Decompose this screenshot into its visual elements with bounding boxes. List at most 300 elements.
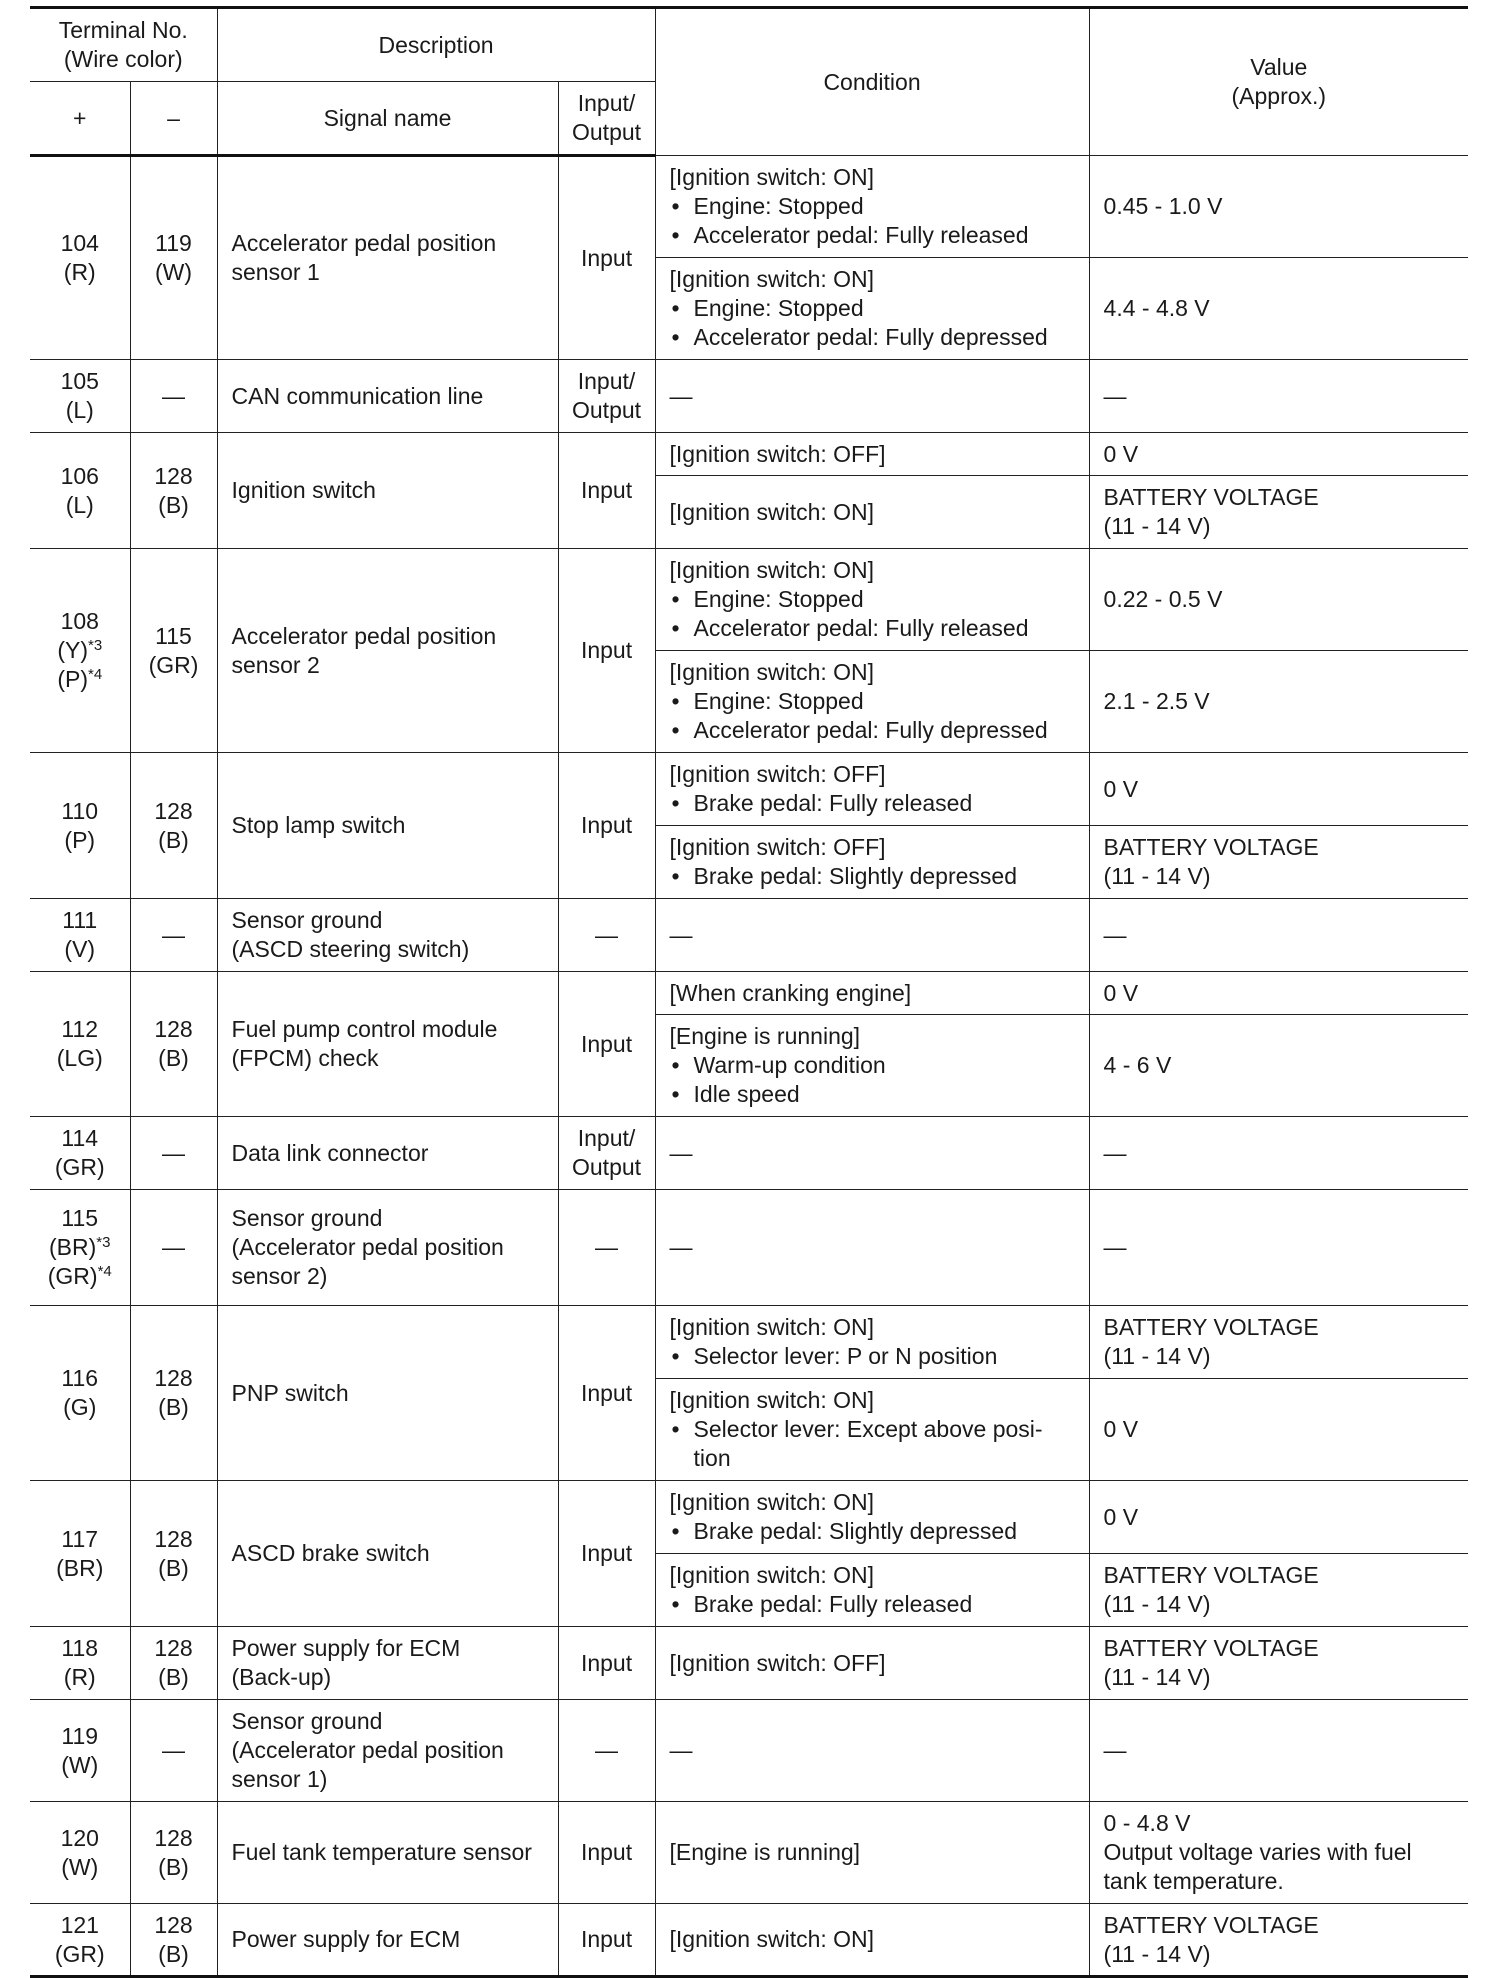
- io-value: —: [595, 1737, 619, 1763]
- value: [1089, 1627, 1468, 1700]
- value: [1089, 972, 1468, 1015]
- signal-name-line: Stop lamp switch: [231, 812, 406, 838]
- terminal-minus: [130, 972, 217, 1117]
- condition-bullet: • Accelerator pedal: Fully released: [670, 614, 1081, 643]
- condition: [655, 1481, 1089, 1554]
- value-line: 0 V: [1103, 775, 1139, 802]
- wire-color: (B): [158, 1394, 189, 1420]
- ecm-terminal-table: [30, 6, 1468, 1978]
- condition-header: [Ignition switch: OFF]: [669, 761, 886, 787]
- terminal-plus: [30, 753, 130, 899]
- table-row: [30, 1700, 1468, 1802]
- condition: [655, 1802, 1089, 1904]
- wire-color: (L): [65, 397, 94, 423]
- table-row: [30, 1904, 1468, 1977]
- condition-bullet: • Brake pedal: Slightly depressed: [670, 862, 1081, 891]
- terminal-number: 120: [60, 1824, 99, 1851]
- io-value: Input: [580, 812, 633, 838]
- terminal-minus: [130, 899, 217, 972]
- signal-name-line: Power supply for ECM: [231, 1926, 461, 1952]
- table-row: [30, 1190, 1468, 1306]
- condition-header: [Ignition switch: ON]: [669, 498, 875, 525]
- value-line: BATTERY VOLTAGE: [1103, 834, 1319, 860]
- condition-header: [Ignition switch: ON]: [669, 557, 875, 583]
- condition-bullet: • Accelerator pedal: Fully depressed: [670, 323, 1081, 352]
- terminal-plus: [30, 549, 130, 753]
- signal-name: [217, 1306, 558, 1481]
- value-line: BATTERY VOLTAGE: [1103, 1635, 1319, 1661]
- terminal-number: 119: [61, 1722, 99, 1749]
- input-output: [558, 1700, 655, 1802]
- header-wire-color-label: (Wire color): [63, 46, 183, 72]
- terminal-number: 128: [154, 1525, 193, 1552]
- condition: [655, 1554, 1089, 1627]
- wire-color: (GR): [54, 1154, 105, 1180]
- io-value: Input: [580, 1540, 633, 1566]
- condition: [655, 753, 1089, 826]
- condition: [655, 1700, 1089, 1802]
- value: [1089, 1306, 1468, 1379]
- signal-name: [217, 1627, 558, 1700]
- condition-bullet: • Brake pedal: Fully released: [670, 1590, 1081, 1619]
- condition-header: [Ignition switch: ON]: [669, 1387, 875, 1413]
- terminal-minus: [130, 360, 217, 433]
- terminal-number: 128: [154, 797, 193, 824]
- condition: [655, 1015, 1089, 1117]
- wire-color-b-text: (P): [57, 666, 88, 692]
- condition-header: [When cranking engine]: [669, 979, 912, 1006]
- value-line: 0 V: [1103, 1416, 1139, 1442]
- value: [1089, 433, 1468, 476]
- header-value-label: Value: [1250, 54, 1308, 80]
- value: [1089, 1015, 1468, 1117]
- condition: [655, 156, 1089, 258]
- signal-name-line: (Accelerator pedal position: [231, 1234, 504, 1260]
- io-value: —: [595, 1234, 619, 1260]
- wire-color-b: [30, 665, 130, 694]
- value-line: 4.4 - 4.8 V: [1103, 295, 1210, 321]
- terminal-minus: [130, 433, 217, 549]
- value: [1089, 1802, 1468, 1904]
- terminal-plus: [30, 1306, 130, 1481]
- wire-color: (GR): [148, 651, 199, 678]
- signal-name: [217, 433, 558, 549]
- wire-color-a: [30, 1233, 130, 1262]
- input-output: [558, 899, 655, 972]
- condition-header: [Ignition switch: OFF]: [669, 834, 886, 860]
- table-body: [30, 156, 1468, 1977]
- table-row: [30, 972, 1468, 1015]
- table-row: [30, 899, 1468, 972]
- terminal-plus: [30, 972, 130, 1117]
- wire-color: (B): [158, 1045, 189, 1071]
- condition-text: —: [669, 1234, 693, 1260]
- value: [1089, 1700, 1468, 1802]
- value-line: 2.1 - 2.5 V: [1103, 688, 1210, 714]
- wire-color: (B): [158, 491, 189, 518]
- value: [1089, 651, 1468, 753]
- terminal-number: 128: [154, 1365, 193, 1391]
- value-line: —: [1103, 921, 1127, 948]
- wire-color: (GR): [54, 1940, 105, 1967]
- terminal-number: 128: [154, 1824, 193, 1851]
- terminal-number: 111: [62, 907, 98, 933]
- value: [1089, 549, 1468, 651]
- terminal-number: 105: [60, 368, 99, 394]
- condition-header: [Engine is running]: [669, 1023, 861, 1049]
- signal-name: [217, 156, 558, 360]
- value-line: BATTERY VOLTAGE: [1103, 1911, 1319, 1938]
- value-line: tank temperature.: [1103, 1868, 1284, 1894]
- terminal-number: 121: [60, 1911, 99, 1938]
- wire-color-b: [30, 1262, 130, 1291]
- value: [1089, 258, 1468, 360]
- wire-color-b-note: *4: [97, 1263, 112, 1280]
- io-value: Input: [580, 637, 633, 663]
- wire-color-a: [30, 636, 130, 665]
- terminal-number: 115: [155, 622, 192, 649]
- wire-color: (L): [65, 491, 94, 518]
- terminal-number: —: [162, 382, 185, 409]
- condition: [655, 1306, 1089, 1379]
- header-approx-label: (Approx.): [1231, 83, 1327, 109]
- terminal-number: 110: [61, 797, 99, 824]
- signal-name: [217, 1481, 558, 1627]
- value-line: 0.45 - 1.0 V: [1103, 193, 1223, 219]
- condition-bullet: • Selector lever: P or N position: [670, 1342, 1081, 1371]
- signal-name: [217, 1117, 558, 1190]
- value-line: (11 - 14 V): [1103, 1343, 1211, 1369]
- condition: [655, 972, 1089, 1015]
- condition-text: —: [669, 1139, 693, 1166]
- wire-color: (B): [158, 1853, 189, 1880]
- value-line: (11 - 14 V): [1103, 863, 1211, 889]
- io-line: Output: [572, 397, 642, 423]
- terminal-number: 112: [61, 1016, 99, 1042]
- terminal-plus: [30, 899, 130, 972]
- value: [1089, 753, 1468, 826]
- condition: [655, 826, 1089, 899]
- terminal-plus: [30, 433, 130, 549]
- signal-name-line: sensor 2): [231, 1263, 328, 1289]
- condition-bullet: • Accelerator pedal: Fully released: [670, 221, 1081, 250]
- condition-text: [Ignition switch: ON]: [669, 1926, 875, 1952]
- signal-name-line: Sensor ground: [231, 1205, 383, 1231]
- condition-header: [Ignition switch: ON]: [669, 164, 875, 190]
- condition-bullet: • Accelerator pedal: Fully depressed: [670, 716, 1081, 745]
- signal-name-line: ASCD brake switch: [231, 1540, 430, 1566]
- terminal-plus: [30, 1117, 130, 1190]
- header-minus: –: [130, 82, 217, 156]
- terminal-plus: [30, 156, 130, 360]
- condition: [655, 899, 1089, 972]
- wire-color: (V): [64, 936, 96, 962]
- value-line: —: [1103, 1139, 1127, 1166]
- condition: [655, 1117, 1089, 1190]
- wire-color: (R): [63, 1664, 96, 1690]
- terminal-number: 106: [60, 462, 99, 489]
- value: [1089, 476, 1468, 549]
- input-output: [558, 1627, 655, 1700]
- wire-color: (W): [61, 1853, 99, 1880]
- terminal-minus: [130, 1117, 217, 1190]
- condition-text: —: [669, 1737, 693, 1763]
- condition-bullet: • Brake pedal: Slightly depressed: [670, 1517, 1081, 1546]
- header-io-line1: Input/: [577, 90, 636, 116]
- condition: [655, 1190, 1089, 1306]
- signal-name-line: sensor 2: [231, 651, 320, 678]
- terminal-minus: [130, 1627, 217, 1700]
- input-output: [558, 156, 655, 360]
- signal-name: [217, 360, 558, 433]
- value: [1089, 1481, 1468, 1554]
- terminal-number: —: [162, 1139, 185, 1166]
- condition: [655, 258, 1089, 360]
- signal-name: [217, 972, 558, 1117]
- io-line: Input/: [577, 368, 636, 394]
- condition-header: [Ignition switch: ON]: [669, 1562, 875, 1588]
- signal-name-line: Fuel tank temperature sensor: [231, 1839, 532, 1865]
- signal-name: [217, 899, 558, 972]
- condition-text: [Ignition switch: OFF]: [669, 1649, 886, 1676]
- signal-name-line: Ignition switch: [231, 477, 376, 503]
- io-value: Input: [580, 1839, 633, 1865]
- condition-header: [Ignition switch: ON]: [669, 659, 875, 685]
- header-io-line2: Output: [572, 119, 642, 145]
- table-row: [30, 549, 1468, 651]
- signal-name: [217, 1190, 558, 1306]
- terminal-minus: [130, 1306, 217, 1481]
- header-plus: +: [30, 82, 130, 156]
- io-value: —: [595, 921, 619, 948]
- header-terminal-no: [30, 8, 217, 82]
- value-line: 0 V: [1103, 979, 1139, 1006]
- io-line: Input/: [577, 1125, 636, 1151]
- input-output: [558, 1190, 655, 1306]
- signal-name-line: Accelerator pedal position: [231, 230, 497, 256]
- input-output: [558, 1904, 655, 1977]
- wire-color-a-text: (BR): [49, 1234, 97, 1260]
- condition-bullet: • Engine: Stopped: [670, 585, 1081, 614]
- signal-name-line: Sensor ground: [231, 907, 383, 933]
- table-row: [30, 1306, 1468, 1379]
- value: [1089, 360, 1468, 433]
- signal-name-line: sensor 1): [231, 1766, 328, 1792]
- signal-name-line: (FPCM) check: [231, 1045, 379, 1071]
- value: [1089, 1190, 1468, 1306]
- condition: [655, 433, 1089, 476]
- terminal-minus: [130, 753, 217, 899]
- condition-bullet: • Engine: Stopped: [670, 294, 1081, 323]
- io-value: Input: [580, 1649, 633, 1676]
- condition: [655, 1379, 1089, 1481]
- terminal-number: 108: [60, 608, 99, 634]
- input-output: [558, 433, 655, 549]
- table-row: [30, 1117, 1468, 1190]
- terminal-number: 128: [154, 462, 193, 489]
- condition-bullet: • Idle speed: [670, 1080, 1081, 1109]
- wire-color: (W): [61, 1751, 99, 1778]
- value-line: 4 - 6 V: [1103, 1052, 1172, 1078]
- input-output: [558, 1306, 655, 1481]
- wire-color: (B): [158, 826, 189, 853]
- signal-name-line: Sensor ground: [231, 1708, 383, 1734]
- value-line: BATTERY VOLTAGE: [1103, 1562, 1319, 1588]
- condition-bullet: • Warm-up condition: [670, 1051, 1081, 1080]
- condition: [655, 476, 1089, 549]
- table-row: [30, 433, 1468, 476]
- table-row: [30, 1802, 1468, 1904]
- terminal-number: —: [162, 1737, 185, 1763]
- value: [1089, 1904, 1468, 1977]
- wire-color-b-text: (GR): [47, 1263, 98, 1289]
- value: [1089, 1379, 1468, 1481]
- terminal-number: 128: [154, 1016, 193, 1042]
- terminal-minus: [130, 1190, 217, 1306]
- wire-color-a-note: *3: [96, 1234, 111, 1251]
- terminal-number: 104: [60, 230, 99, 256]
- input-output: [558, 549, 655, 753]
- terminal-plus: [30, 1481, 130, 1627]
- wire-color: (B): [158, 1554, 189, 1581]
- condition-header: [Ignition switch: OFF]: [669, 440, 886, 467]
- value-line: —: [1103, 1737, 1127, 1763]
- table-row: [30, 1481, 1468, 1554]
- io-value: Input: [580, 1379, 633, 1406]
- wire-color: (G): [63, 1394, 97, 1420]
- terminal-number: 117: [61, 1525, 99, 1552]
- value: [1089, 156, 1468, 258]
- wire-color-b-note: *4: [87, 666, 103, 683]
- terminal-minus: [130, 1802, 217, 1904]
- condition-bullet: • Engine: Stopped: [670, 192, 1081, 221]
- header-signal-name: Signal name: [217, 82, 558, 156]
- terminal-minus: [130, 156, 217, 360]
- signal-name-line: Data link connector: [231, 1139, 429, 1166]
- value: [1089, 1117, 1468, 1190]
- condition: [655, 1627, 1089, 1700]
- value-line: 0 V: [1103, 440, 1139, 467]
- wire-color: (BR): [56, 1554, 104, 1581]
- terminal-number: 119: [155, 230, 192, 256]
- signal-name-line: sensor 1: [231, 259, 320, 285]
- condition: [655, 360, 1089, 433]
- condition-bullet: • Selector lever: Except above posi-: [670, 1415, 1081, 1444]
- terminal-number: —: [162, 921, 185, 948]
- condition-text: —: [669, 921, 693, 948]
- wire-color-a-note: *3: [87, 637, 103, 654]
- signal-name-line: PNP switch: [231, 1379, 349, 1406]
- wire-color: (LG): [56, 1045, 103, 1071]
- wire-color: (B): [158, 1664, 189, 1690]
- value-line: (11 - 14 V): [1103, 1591, 1211, 1617]
- table-row: [30, 360, 1468, 433]
- signal-name-line: Power supply for ECM: [231, 1635, 461, 1661]
- io-value: Input: [580, 244, 633, 271]
- value-line: (11 - 14 V): [1103, 1940, 1211, 1967]
- input-output: [558, 1802, 655, 1904]
- header-condition: Condition: [655, 8, 1089, 156]
- condition-bullet-cont: tion: [693, 1445, 731, 1471]
- terminal-plus: [30, 1627, 130, 1700]
- terminal-plus: [30, 1700, 130, 1802]
- input-output: [558, 753, 655, 899]
- condition: [655, 1904, 1089, 1977]
- wire-color: (R): [63, 259, 96, 285]
- condition-bullet: • Brake pedal: Fully released: [670, 789, 1081, 818]
- value-line: 0 - 4.8 V: [1103, 1810, 1191, 1836]
- wire-color: (B): [158, 1940, 189, 1967]
- wire-color: (W): [154, 259, 193, 285]
- terminal-number: 116: [61, 1365, 99, 1391]
- value-line: —: [1103, 382, 1127, 409]
- condition-text: [Engine is running]: [669, 1839, 861, 1865]
- input-output: [558, 972, 655, 1117]
- condition-bullet: • Engine: Stopped: [670, 687, 1081, 716]
- signal-name-line: Accelerator pedal position: [231, 622, 497, 649]
- terminal-minus: [130, 1481, 217, 1627]
- input-output: [558, 1481, 655, 1627]
- wire-color: (P): [64, 826, 96, 853]
- condition-text: —: [669, 382, 693, 409]
- signal-name-line: Fuel pump control module: [231, 1016, 498, 1042]
- terminal-minus: [130, 1904, 217, 1977]
- condition-header: [Ignition switch: ON]: [669, 1489, 875, 1515]
- value-line: 0.22 - 0.5 V: [1103, 586, 1223, 612]
- signal-name: [217, 753, 558, 899]
- terminal-number: 128: [154, 1635, 193, 1661]
- terminal-minus: [130, 549, 217, 753]
- input-output: [558, 360, 655, 433]
- condition-header: [Ignition switch: ON]: [669, 266, 875, 292]
- condition: [655, 651, 1089, 753]
- table-row: [30, 156, 1468, 258]
- value-line: BATTERY VOLTAGE: [1103, 1314, 1319, 1340]
- io-value: Input: [580, 1030, 633, 1057]
- header-terminal-label: Terminal No.: [58, 17, 188, 43]
- io-value: Input: [580, 477, 633, 503]
- value-line: BATTERY VOLTAGE: [1103, 484, 1319, 510]
- value-line: (11 - 14 V): [1103, 1664, 1211, 1690]
- signal-name-line: CAN communication line: [231, 382, 484, 409]
- header-value: [1089, 8, 1468, 156]
- header-description: Description: [217, 8, 655, 82]
- value-line: (11 - 14 V): [1103, 513, 1211, 539]
- terminal-number: 118: [61, 1635, 99, 1661]
- terminal-number: 128: [154, 1911, 193, 1938]
- value: [1089, 1554, 1468, 1627]
- value: [1089, 899, 1468, 972]
- input-output: [558, 1117, 655, 1190]
- terminal-plus: [30, 1904, 130, 1977]
- io-line: Output: [572, 1154, 642, 1180]
- table-row: [30, 753, 1468, 826]
- signal-name-line: (ASCD steering switch): [231, 936, 470, 962]
- wire-color-a-text: (Y): [57, 637, 88, 663]
- signal-name-line: (Back-up): [231, 1664, 332, 1690]
- header-input-output: [558, 82, 655, 156]
- value-line: Output voltage varies with fuel: [1103, 1839, 1412, 1865]
- terminal-plus: [30, 1190, 130, 1306]
- value-line: 0 V: [1103, 1503, 1139, 1530]
- terminal-number: 115: [61, 1205, 99, 1231]
- terminal-plus: [30, 1802, 130, 1904]
- signal-name: [217, 1700, 558, 1802]
- signal-name: [217, 1802, 558, 1904]
- terminal-plus: [30, 360, 130, 433]
- table-row: [30, 1627, 1468, 1700]
- condition: [655, 549, 1089, 651]
